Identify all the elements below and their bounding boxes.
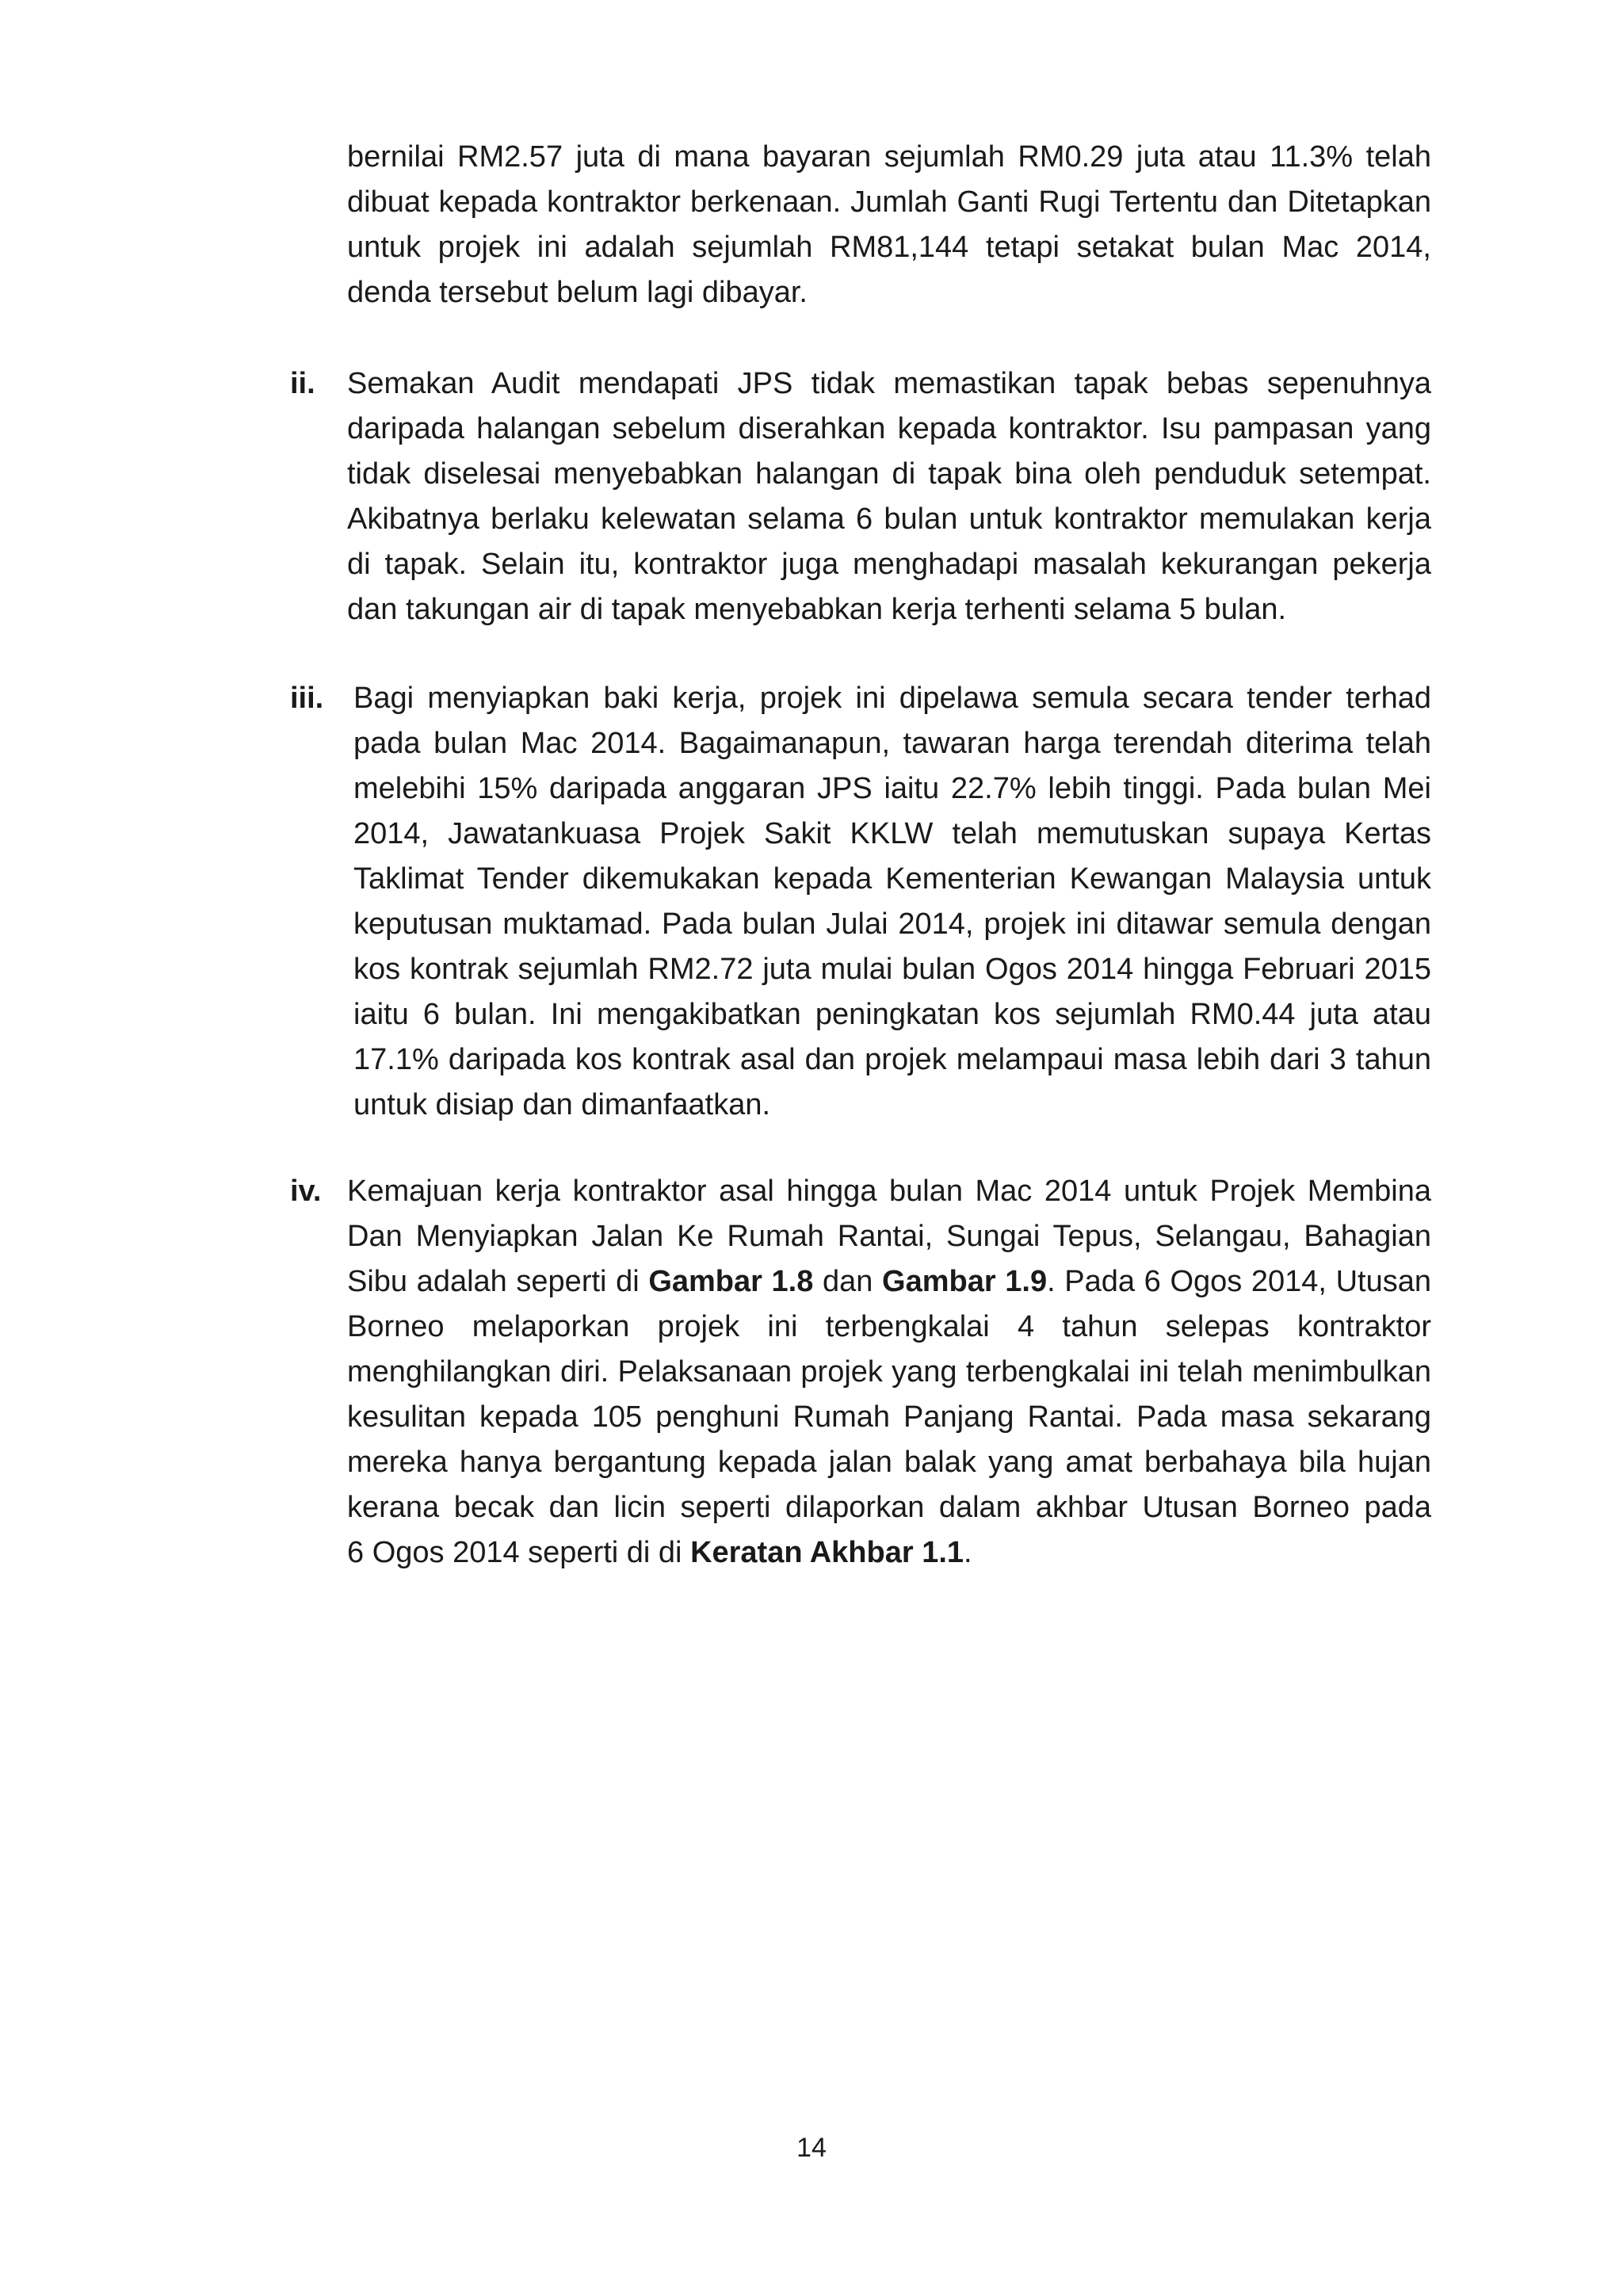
text-line: di tapak. Selain itu, kontraktor juga menghadapi masalah kekurangan pekerja [347,548,1431,581]
item-numeral-iii: iii. [290,682,324,715]
intro-paragraph [347,135,1431,315]
text-line: pada bulan Mac 2014. Bagaimanapun, tawaran harga terendah diterima telah [353,727,1431,760]
text-line: tidak diselesai menyebabkan halangan di tapak bina oleh penduduk setempat. [347,457,1431,491]
text-line: untuk disiap dan dimanfaatkan. [353,1088,771,1121]
text-line: kerana becak dan licin seperti dilaporkan dalam akhbar Utusan Borneo pada [347,1491,1431,1524]
text-run: . [964,1536,972,1569]
text-line: Bagi menyiapkan baki kerja, projek ini dipelawa semula secara tender terhad [353,682,1431,715]
text-line: kesulitan kepada 105 penghuni Rumah Panjang Rantai. Pada masa sekarang [347,1400,1431,1434]
text-line [347,1259,1431,1305]
text-line: keputusan muktamad. Pada bulan Julai 2014, projek ini ditawar semula dengan [353,907,1431,941]
text-line: dan takungan air di tapak menyebabkan kerja terhenti selama 5 bulan. [347,593,1287,626]
text-line [347,1530,1431,1576]
item-paragraph-iii [353,676,1431,1128]
text-line: Akibatnya berlaku kelewatan selama 6 bulan untuk kontraktor memulakan kerja [347,502,1431,536]
figure-reference: Gambar 1.8 [648,1265,814,1298]
text-line: 2014, Jawatankuasa Projek Sakit KKLW telah memutuskan supaya Kertas [353,817,1431,850]
text-run: Sibu adalah seperti di [347,1265,649,1298]
text-line: Kemajuan kerja kontraktor asal hingga bulan Mac 2014 untuk Projek Membina [347,1175,1431,1208]
text-run: 6 Ogos 2014 seperti di di [347,1536,691,1569]
text-run: . Pada 6 Ogos 2014, Utusan [1047,1265,1432,1298]
text-line: melebihi 15% daripada anggaran JPS iaitu 22.7% lebih tinggi. Pada bulan Mei [353,772,1431,805]
text-line: bernilai RM2.57 juta di mana bayaran sejumlah RM0.29 juta atau 11.3% telah [347,140,1431,174]
item-paragraph-ii [347,361,1431,632]
text-line: Semakan Audit mendapati JPS tidak memastikan tapak bebas sepenuhnya [347,367,1431,400]
text-run: dan [813,1265,883,1298]
text-line: daripada halangan sebelum diserahkan kepada kontraktor. Isu pampasan yang [347,412,1431,445]
text-line: dibuat kepada kontraktor berkenaan. Jumlah Ganti Rugi Tertentu dan Ditetapkan [347,185,1431,219]
text-line: mereka hanya bergantung kepada jalan balak yang amat berbahaya bila hujan [347,1446,1431,1479]
item-paragraph-iv [347,1169,1431,1576]
text-line: denda tersebut belum lagi dibayar. [347,276,808,309]
text-line: 17.1% daripada kos kontrak asal dan projek melampaui masa lebih dari 3 tahun [353,1043,1431,1076]
text-line: untuk projek ini adalah sejumlah RM81,144 tetapi setakat bulan Mac 2014, [347,231,1431,264]
text-line: Borneo melaporkan projek ini terbengkalai 4 tahun selepas kontraktor [347,1310,1431,1343]
page-number: 14 [796,2133,827,2163]
text-line: Dan Menyiapkan Jalan Ke Rumah Rantai, Sungai Tepus, Selangau, Bahagian [347,1220,1431,1253]
text-line: menghilangkan diri. Pelaksanaan projek yang terbengkalai ini telah menimbulkan [347,1355,1431,1389]
text-line: kos kontrak sejumlah RM2.72 juta mulai bulan Ogos 2014 hingga Februari 2015 [353,953,1431,986]
figure-reference: Gambar 1.9 [882,1265,1048,1298]
text-line: Taklimat Tender dikemukakan kepada Kementerian Kewangan Malaysia untuk [353,862,1431,896]
item-numeral-iv: iv. [290,1175,322,1208]
item-numeral-ii: ii. [290,367,315,400]
clipping-reference: Keratan Akhbar 1.1 [690,1536,964,1569]
text-line: iaitu 6 bulan. Ini mengakibatkan peningkatan kos sejumlah RM0.44 juta atau [353,998,1431,1031]
